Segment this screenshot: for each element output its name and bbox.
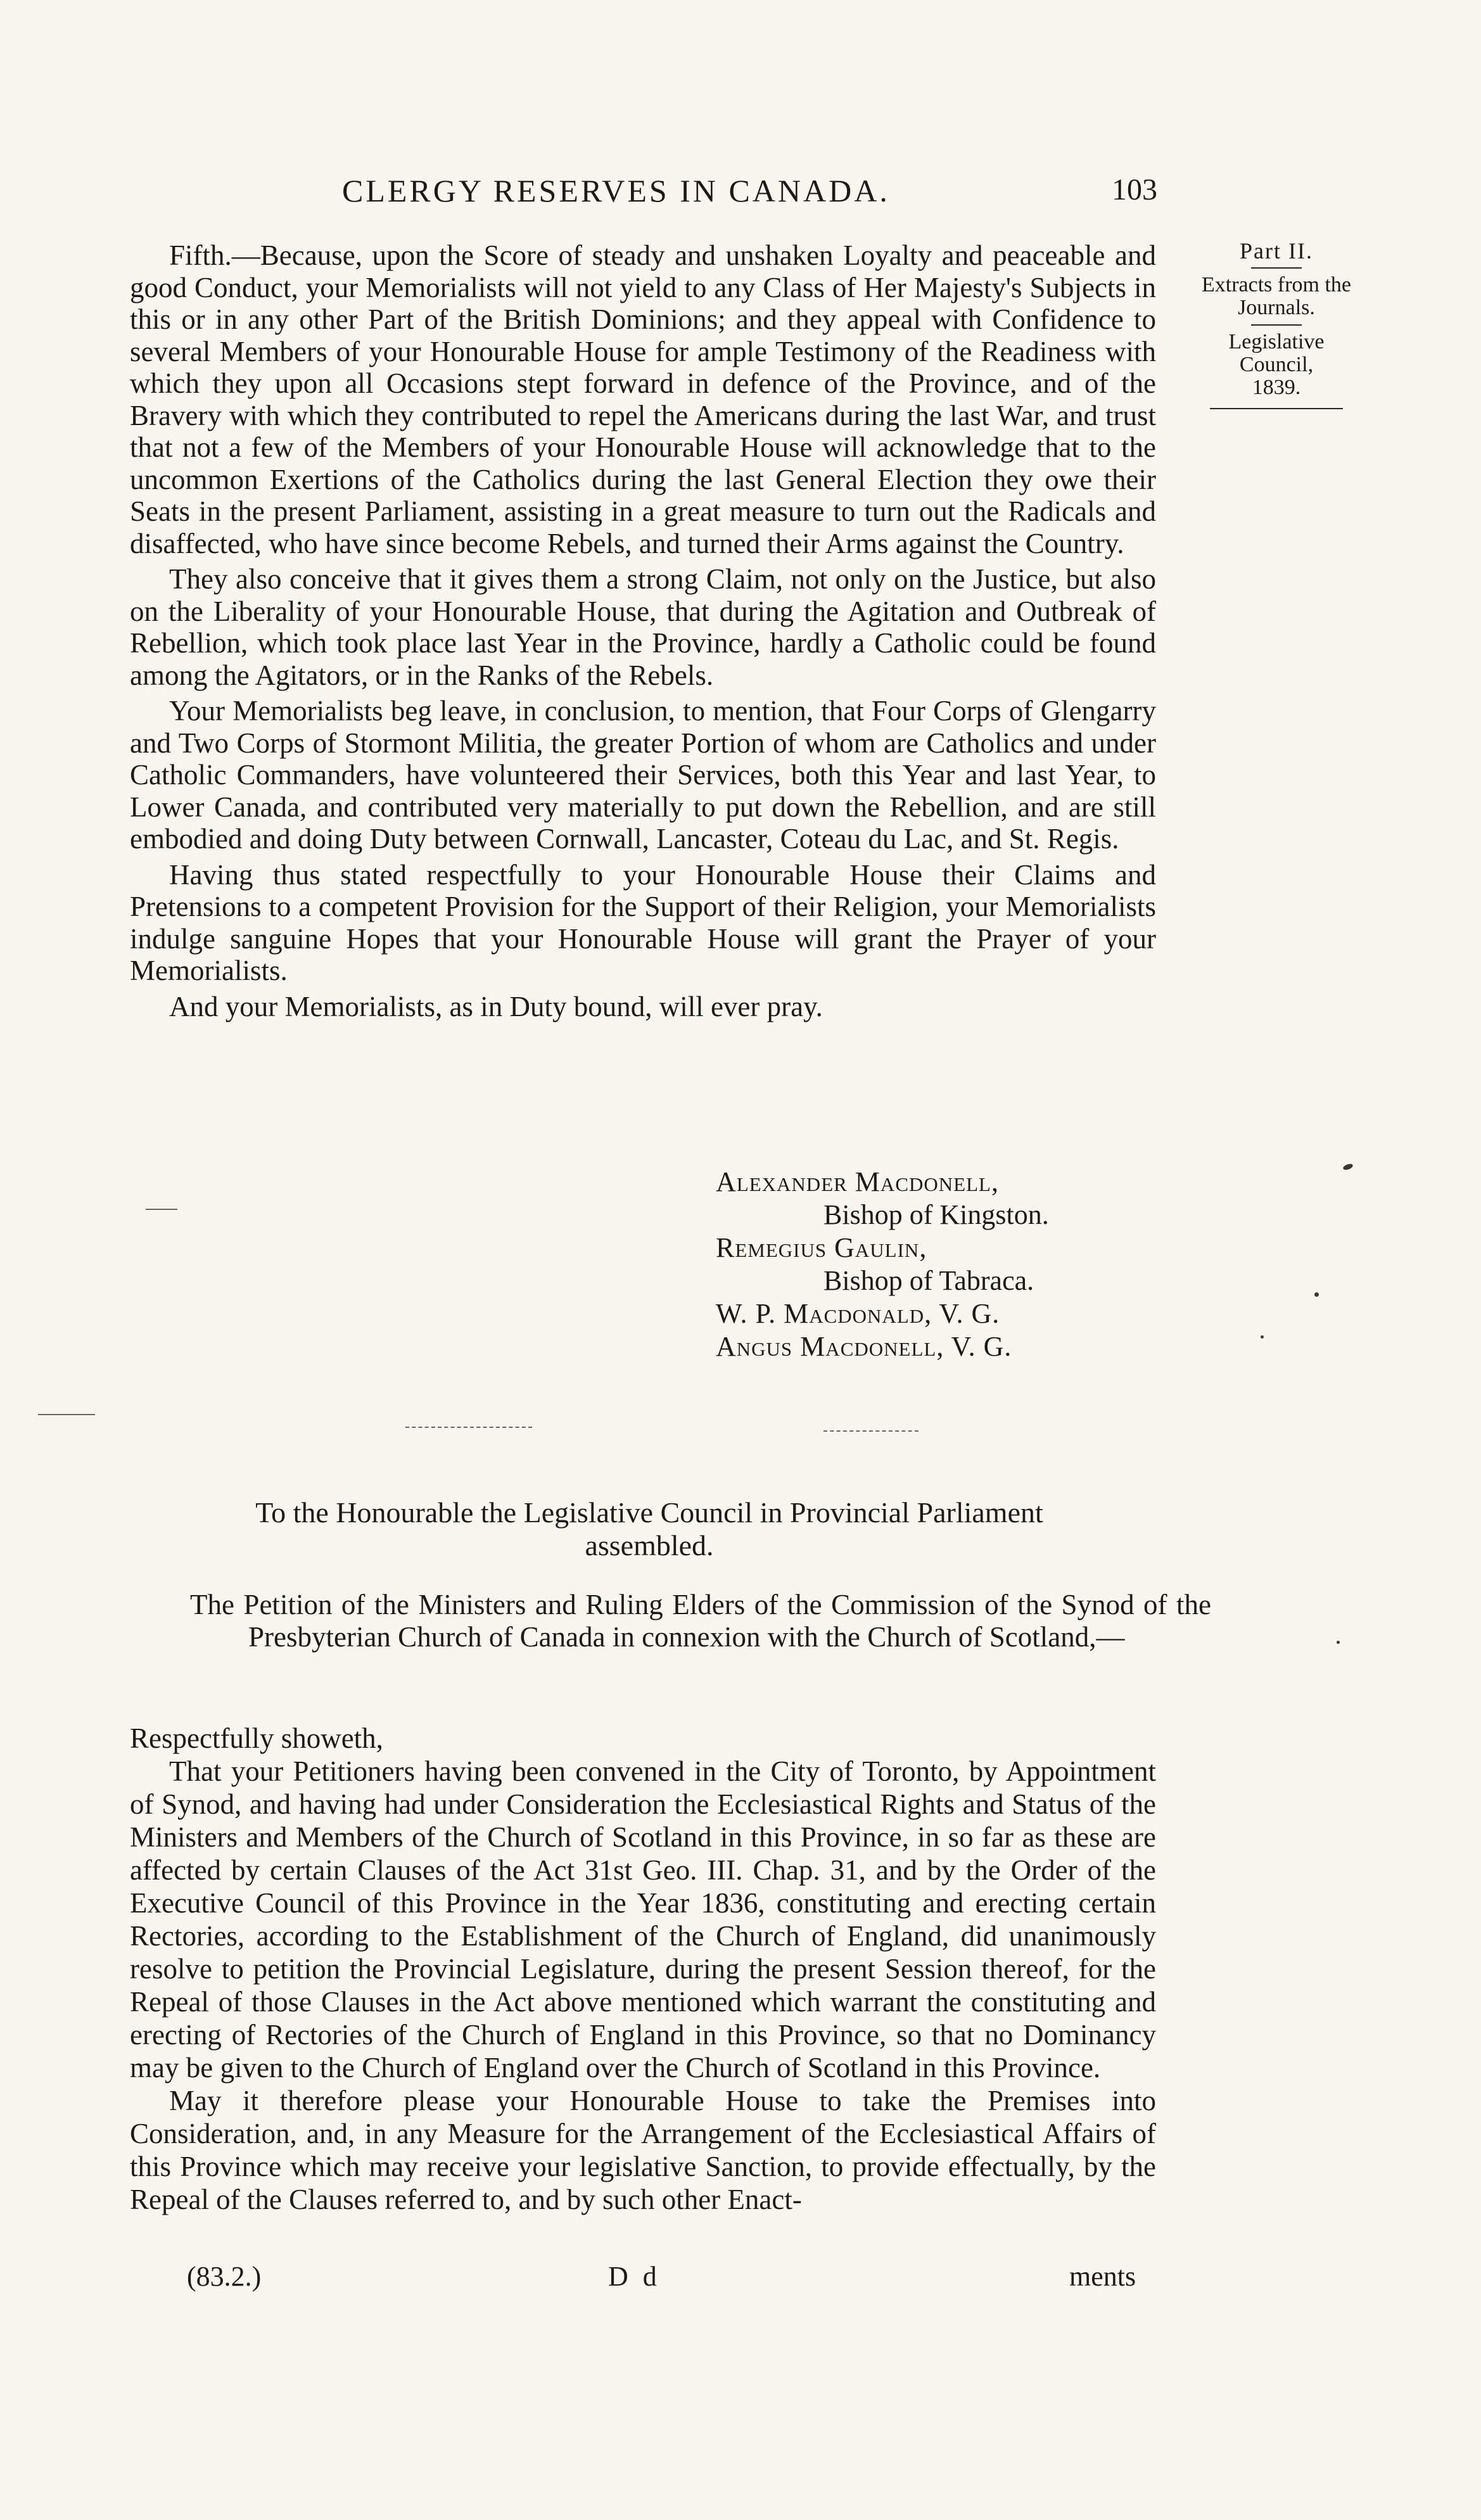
signatory-title: Bishop of Kingston. — [823, 1199, 1049, 1230]
running-head: CLERGY RESERVES IN CANADA. — [342, 173, 890, 208]
memorial-body — [130, 239, 1156, 1022]
footer-signature-mark: D d — [608, 2261, 661, 2292]
margin-rule — [1251, 324, 1302, 326]
ink-speck — [1337, 1641, 1340, 1644]
margin-note-extracts: Extracts from the Journals. — [1201, 273, 1352, 319]
margin-note-part: Part II. — [1240, 238, 1313, 264]
margin-rule — [1251, 267, 1302, 269]
petition-paragraph-request: May it therefore please your Honourable House to take the Premises into Consideration, and, in any Measure for the Arrangement of the Ecclesiastical Affairs of this Province which may receive your legislative Sanction, to provide effectually, by the Repeal of the Clauses referred to, and by such other Enact- — [130, 2085, 1156, 2215]
signature-block — [716, 1166, 1049, 1363]
ink-speck — [1314, 1292, 1319, 1297]
signatory-name: Remegius Gaulin, — [716, 1232, 927, 1263]
page-number: 103 — [1112, 173, 1157, 207]
margin-rule-long — [1210, 408, 1343, 409]
memorial-paragraph-militia: Your Memorialists beg leave, in conclusion, to mention, that Four Corps of Glengarry and Two Corps of Stormont Militia, the greater Portion of whom are Catholics and under Catholic Commanders, have volunteered their Services, both this Year and last Year, to Lower Canada, and contributed very materially to put down the Rebellion, and are still embodied and doing Duty between Cornwall, Lancaster, Coteau du Lac, and St. Regis. — [130, 695, 1156, 855]
footer-sheet-number: (83.2.) — [187, 2261, 262, 2292]
faint-dash — [405, 1427, 532, 1428]
petition-address — [168, 1496, 1131, 1562]
margin-note-year: 1839. — [1252, 376, 1301, 399]
address-line: assembled. — [585, 1529, 714, 1562]
petition-body — [130, 1722, 1156, 2216]
faint-dash — [823, 1430, 918, 1432]
memorial-paragraph-prayer: Having thus stated respectfully to your Honourable House their Claims and Pretensions to a competent Provision for the Support of their Religion, your Memorialists indulge sanguine Hopes that your Honourable House will grant the Prayer of your Memorialists. — [130, 858, 1156, 986]
signatory-title: Bishop of Tabraca. — [823, 1265, 1034, 1296]
signatory-name: Alexander Macdonell, — [716, 1166, 999, 1197]
signatory-name: Angus Macdonell, V. G. — [716, 1331, 1012, 1362]
faint-dash — [38, 1414, 95, 1415]
margin-note-council: Legislative Council, — [1228, 330, 1325, 376]
signatory-name: W. P. Macdonald, V. G. — [716, 1298, 1000, 1329]
petition-paragraph-convened: That your Petitioners having been convened in the City of Toronto, by Appointment of Synod, and having had under Consideration the Ecclesiastical Rights and Status of the Ministers and Members of the Church of Scotland in this Province, in so far as these are affected by certain Clauses of the Act 31st Geo. III. Chap. 31, and by the Order of the Executive Council of this Province in the Year 1836, constituting and erecting certain Rectories, according to the Establishment of the Church of England, did unanimously resolve to petition the Provincial Legislature, during the present Session thereof, for the Repeal of those Clauses in the Act above mentioned which warrant the constituting and erecting of Rectories of the Church of England in this Province, so that no Dominancy may be given to the Church of England over the Church of Scotland in this Province. — [130, 1755, 1156, 2084]
memorial-paragraph-fifth: Fifth.—Because, upon the Score of steady and unshaken Loyalty and peaceable and good Conduct, your Memorialists will not yield to any Class of Her Majesty's Subjects in this or in any other Part of the British Dominions; and they appeal with Confidence to several Members of your Honourable House for ample Testimony of the Readiness with which they upon all Occasions stept forward in defence of the Province, and of the Bravery with which they contributed to repel the Americans during the last War, and trust that not a few of the Members of your Honourable House will acknowledge that to the uncommon Exertions of the Catholics during the last General Election they owe their Seats in the present Parliament, assisting in a great measure to turn out the Radicals and disaffected, who have since become Rebels, and turned their Arms against the Country. — [130, 239, 1156, 559]
ink-speck — [1261, 1335, 1264, 1339]
petition-intro: The Petition of the Ministers and Ruling Elders of the Commission of the Synod of the Presbyterian Church of Canada in connexion with the Church of Scotland,— — [190, 1589, 1211, 1653]
petition-salutation: Respectfully showeth, — [130, 1722, 383, 1754]
footer-catchword: ments — [1069, 2261, 1136, 2292]
margin-note — [1200, 239, 1352, 409]
faint-dash — [146, 1209, 177, 1210]
memorial-closing: And your Memorialists, as in Duty bound, will ever pray. — [169, 990, 823, 1022]
memorial-paragraph-claim: They also conceive that it gives them a strong Claim, not only on the Justice, but also on the Liberality of your Honourable House, that during the Agitation and Outbreak of Rebellion, which took place last Year in the Province, hardly a Catholic could be found among the Agitators, or in the Ranks of the Rebels. — [130, 563, 1156, 691]
address-line: To the Honourable the Legislative Council in Provincial Parliament — [255, 1496, 1043, 1529]
ink-speck — [1342, 1163, 1354, 1171]
